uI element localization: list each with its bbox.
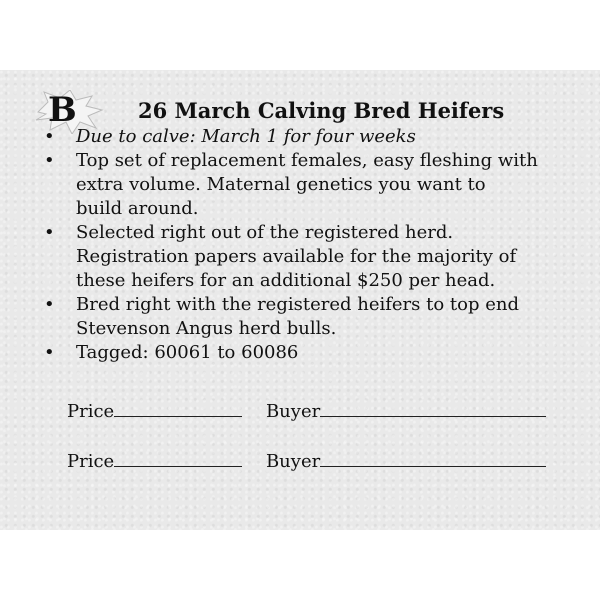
buyer-label: Buyer — [265, 451, 321, 472]
bullet-text: extra volume. Maternal genetics you want to — [76, 174, 486, 195]
price-label: Price — [67, 451, 115, 472]
buyer-blank[interactable] — [320, 398, 546, 417]
list-item — [40, 125, 580, 149]
bullet-dot: • — [44, 150, 55, 171]
lot-title: 26 March Calving Bred Heifers — [138, 98, 505, 123]
buyer-blank[interactable] — [320, 448, 546, 467]
bullet-list — [40, 125, 580, 365]
bullet-text: Selected right out of the registered herd. — [76, 222, 454, 243]
bullet-text: Registration papers available for the majority of — [76, 246, 517, 267]
buyer-label: Buyer — [265, 401, 321, 422]
list-item — [40, 293, 580, 341]
price-blank[interactable] — [114, 448, 242, 467]
bullet-text: Top set of replacement females, easy fleshing with — [76, 150, 538, 171]
list-item — [40, 149, 580, 221]
bullet-text: Due to calve: March 1 for four weeks — [76, 126, 416, 147]
lot-letter: B — [48, 90, 77, 130]
sale-row — [67, 448, 546, 472]
sale-row — [67, 398, 546, 422]
bullet-dot: • — [44, 126, 55, 147]
bullet-dot: • — [44, 294, 55, 315]
bullet-text: Tagged: 60061 to 60086 — [76, 342, 299, 363]
bullet-text: Stevenson Angus herd bulls. — [76, 318, 337, 339]
list-item — [40, 221, 580, 293]
price-blank[interactable] — [114, 398, 242, 417]
bullet-text: these heifers for an additional $250 per head. — [76, 270, 496, 291]
price-label: Price — [67, 401, 115, 422]
list-item — [40, 341, 580, 365]
bullet-dot: • — [44, 342, 55, 363]
bullet-text: Bred right with the registered heifers to top end — [76, 294, 519, 315]
lot-card — [0, 70, 600, 530]
bullet-dot: • — [44, 222, 55, 243]
bullet-text: build around. — [76, 198, 199, 219]
